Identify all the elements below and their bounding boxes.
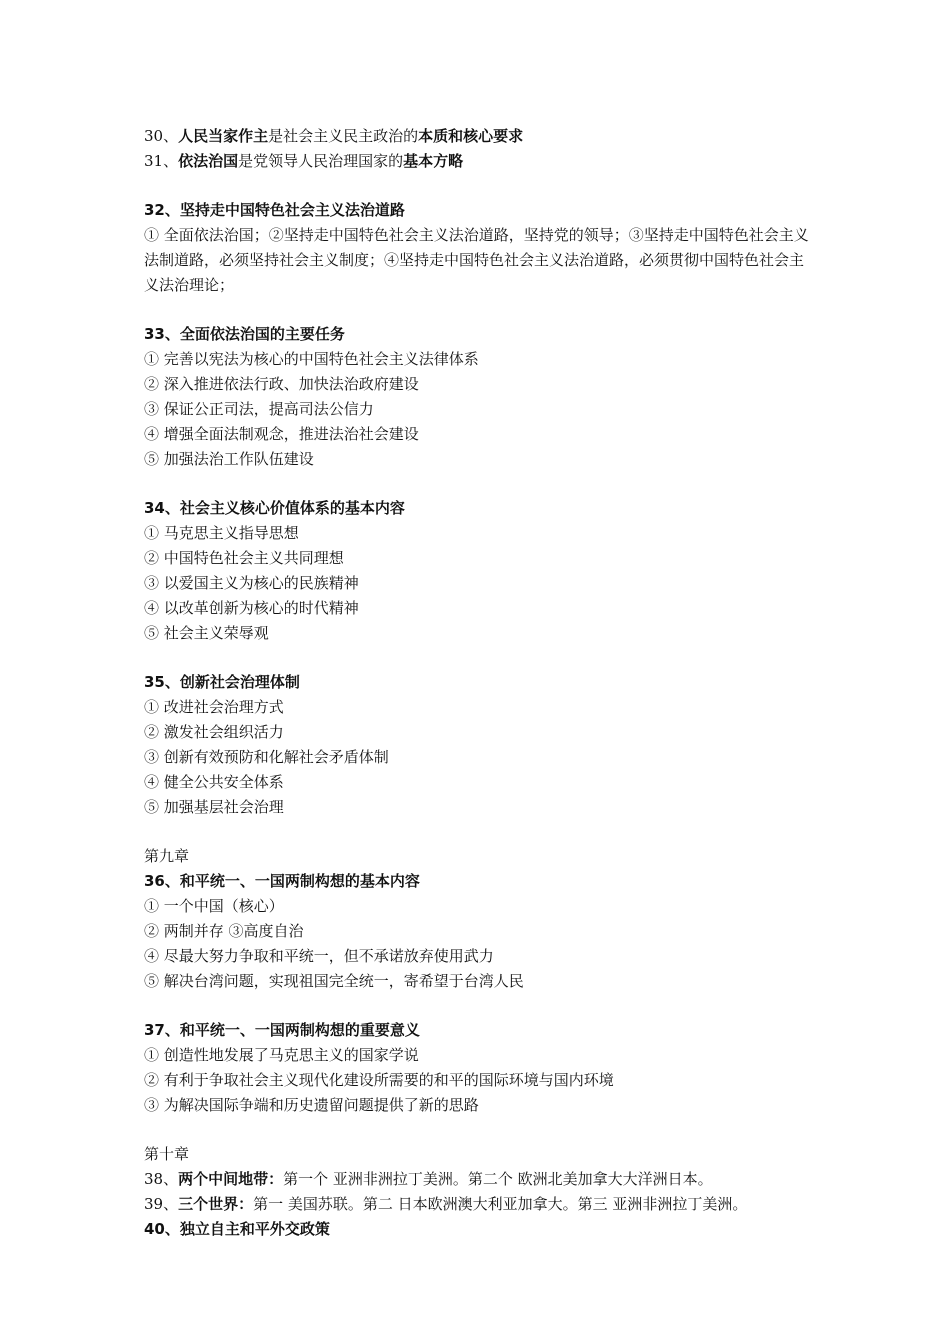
plain-text: 是党领导人民治理国家的 [238,152,404,170]
list-item: ⑤ 加强基层社会治理 [144,798,284,816]
bold-term: 依法治国 [178,152,239,170]
bold-term: 两个中间地带： [178,1170,284,1188]
item-38 [144,1167,814,1192]
list-item: ④ 健全公共安全体系 [144,773,284,791]
plain-text: 第一个 亚洲非洲拉丁美洲。第二个 欧洲北美加拿大大洋洲日本。 [283,1170,713,1188]
item-number: 30、 [144,127,179,145]
item-number: 38、 [144,1170,179,1188]
section-heading-40: 40、独立自主和平外交政策 [144,1220,330,1238]
list-item: ② 深入推进依法行政、加快法治政府建设 [144,375,419,393]
list-item: ① 改进社会治理方式 [144,698,284,716]
list-item: ⑤ 社会主义荣辱观 [144,624,269,642]
list-item: ① 一个中国（核心） [144,897,284,915]
list-item: ② 中国特色社会主义共同理想 [144,549,344,567]
section-heading-34: 34、社会主义核心价值体系的基本内容 [144,499,405,517]
chapter-title-9: 第九章 [144,847,190,865]
item-31 [144,149,814,174]
item-number: 39、 [144,1195,179,1213]
list-item: ③ 以爱国主义为核心的民族精神 [144,574,359,592]
list-item: ① 完善以宪法为核心的中国特色社会主义法律体系 [144,350,479,368]
item-39 [144,1192,814,1217]
list-item: ① 马克思主义指导思想 [144,524,299,542]
list-item: ③ 保证公正司法，提高司法公信力 [144,400,374,418]
list-item: ① 创造性地发展了马克思主义的国家学说 [144,1046,419,1064]
section-body-32: ① 全面依法治国；②坚持走中国特色社会主义法治道路，坚持党的领导；③坚持走中国特色社会主义法制道路，必须坚持社会主义制度；④坚持走中国特色社会主义法治道路，必须贯彻中国特色社会主义法治理论； [144,226,809,294]
section-heading-36: 36、和平统一、一国两制构想的基本内容 [144,872,420,890]
plain-text: 是社会主义民主政治的 [268,127,419,145]
section-heading-37: 37、和平统一、一国两制构想的重要意义 [144,1021,420,1039]
list-item: ④ 增强全面法制观念，推进法治社会建设 [144,425,419,443]
list-item: ⑤ 解决台湾问题，实现祖国完全统一，寄希望于台湾人民 [144,972,524,990]
list-item: ④ 尽最大努力争取和平统一，但不承诺放弃使用武力 [144,947,494,965]
bold-term: 人民当家作主 [178,127,269,145]
section-heading-33: 33、全面依法治国的主要任务 [144,325,345,343]
bold-term: 基本方略 [403,152,464,170]
section-heading-35: 35、创新社会治理体制 [144,673,300,691]
bold-term: 本质和核心要求 [418,127,524,145]
section-heading-32: 32、坚持走中国特色社会主义法治道路 [144,201,405,219]
list-item: ③ 创新有效预防和化解社会矛盾体制 [144,748,389,766]
list-item: ② 激发社会组织活力 [144,723,284,741]
plain-text: 第一 美国苏联。第二 日本欧洲澳大利亚加拿大。第三 亚洲非洲拉丁美洲。 [253,1195,748,1213]
item-30 [144,124,814,149]
list-item: ② 两制并存 ③高度自治 [144,922,304,940]
bold-term: 三个世界： [178,1195,254,1213]
list-item: ② 有利于争取社会主义现代化建设所需要的和平的国际环境与国内环境 [144,1071,614,1089]
list-item: ④ 以改革创新为核心的时代精神 [144,599,359,617]
document-page [144,124,814,1242]
list-item: ⑤ 加强法治工作队伍建设 [144,450,314,468]
item-number: 31、 [144,152,179,170]
chapter-title-10: 第十章 [144,1145,190,1163]
list-item: ③ 为解决国际争端和历史遗留问题提供了新的思路 [144,1096,479,1114]
